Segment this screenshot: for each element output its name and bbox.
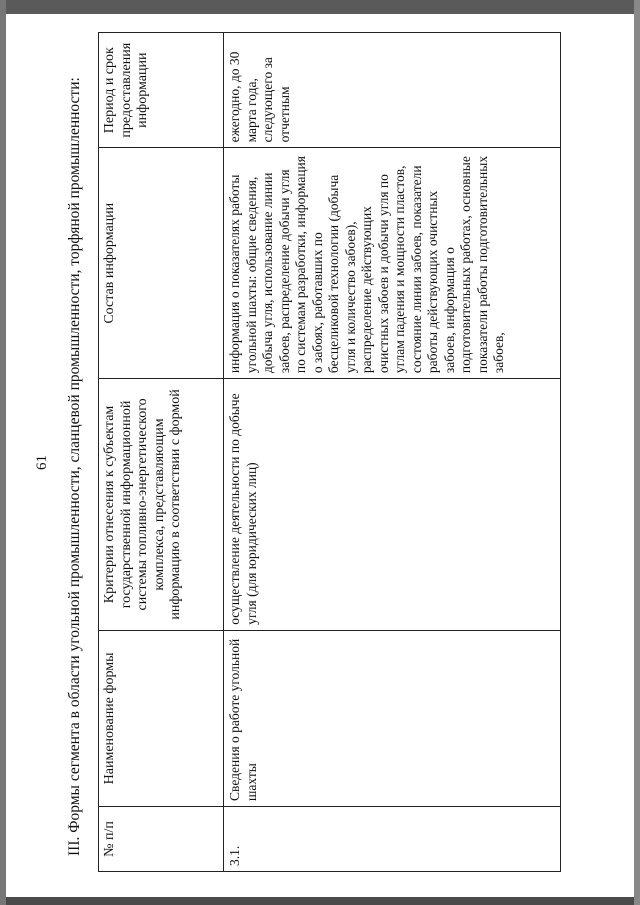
header-composition: Состав информации [99, 148, 224, 379]
section-title: III. Формы сегмента в области угольной промышленности, сланцевой промышленности, торфяной промышленности: [66, 77, 83, 856]
scan-edge-right [634, 0, 640, 905]
table-header-row [99, 33, 224, 872]
scan-edge-left [0, 0, 6, 905]
table-row [224, 33, 561, 872]
forms-table [98, 32, 561, 872]
page-number: 61 [34, 455, 50, 470]
cell-composition: информация о показателях работы угольной шахты: общие сведения, добыча угля, использование линии забоев, распределение добычи угля по системам разработки, информация о забоях, работавших по бесцеликовой технологии (добыча угля и количество забоев), распределение действующих очистных забоев и добычи угля по углам падения и мощности пластов, состояние линии забоев, показатели работы действующих очистных забоев, информация о подготовительных работах, основные показатели работы подготовительных забоев, [224, 148, 561, 379]
header-period: Период и срок предоставления информации [99, 33, 224, 148]
header-criteria: Критерии отнесения к субъектам государственной информационной системы топливно-энергетического комплекса, представляющим информацию в соответствии с формой [99, 379, 224, 631]
cell-period: ежегодно, до 30 марта года, следующего за отчетным [224, 33, 561, 148]
cell-number: 3.1. [224, 806, 561, 871]
header-form-name: Наименование формы [99, 630, 224, 806]
cell-form-name: Сведения о работе угольной шахты [224, 630, 561, 806]
scan-edge-top [0, 0, 640, 14]
header-number: № п/п [99, 806, 224, 871]
document-page [30, 20, 620, 880]
scan-edge-bottom [0, 897, 640, 905]
cell-criteria: осуществление деятельности по добыче угля (для юридических лиц) [224, 379, 561, 631]
